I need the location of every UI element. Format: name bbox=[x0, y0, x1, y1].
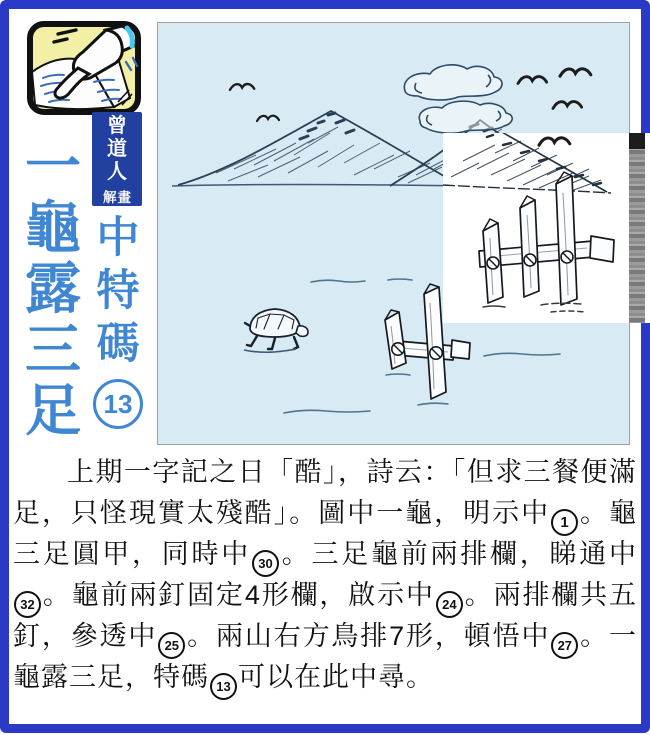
article-line: 足，只怪現實太殘酷」。圖中一龜，明示中 1 。龜 bbox=[13, 493, 637, 534]
patch-ground-marks bbox=[483, 303, 585, 312]
main-title bbox=[16, 136, 90, 441]
char: 三 bbox=[25, 318, 81, 381]
char: 中 bbox=[96, 214, 140, 262]
article-line: 32 。龜前兩釘固定4形欄，啟示中 24 。兩排欄共五 bbox=[13, 575, 637, 616]
circled-number: 13 bbox=[210, 673, 237, 700]
char: 人 bbox=[107, 161, 127, 183]
char: 解 bbox=[103, 190, 117, 205]
circled-number: 27 bbox=[551, 632, 578, 659]
badge-small-text bbox=[103, 186, 131, 206]
patch-edge-artifact bbox=[629, 133, 645, 323]
badge-large-text bbox=[107, 115, 127, 184]
char: 龜 bbox=[25, 196, 81, 259]
circled-number: 25 bbox=[158, 632, 185, 659]
char: 曾 bbox=[107, 115, 127, 137]
char: 道 bbox=[107, 138, 127, 160]
logo bbox=[26, 20, 144, 120]
article-line: 上期一字記之日「酷」，詩云：「但求三餐便滿 bbox=[67, 457, 637, 487]
char: 畫 bbox=[117, 190, 131, 205]
turtle bbox=[245, 309, 308, 349]
char: 一 bbox=[25, 135, 81, 198]
patch-bird bbox=[539, 138, 570, 145]
patch-drawing bbox=[443, 133, 650, 323]
circled-number: 1 bbox=[551, 509, 578, 536]
char: 碼 bbox=[96, 320, 140, 368]
patch-mountain-slope bbox=[443, 133, 611, 193]
char: 足 bbox=[25, 379, 81, 442]
circled-number: 24 bbox=[436, 591, 463, 618]
circled-number: 32 bbox=[14, 591, 41, 618]
circled-number: 30 bbox=[252, 550, 279, 577]
subtitle bbox=[92, 212, 144, 429]
special-number-badge: 13 bbox=[93, 379, 143, 429]
article-line: 三足圓甲，同時中 30 。三足龜前兩排欄，睇通中 bbox=[13, 534, 637, 575]
article bbox=[13, 452, 637, 698]
hand-writing-icon bbox=[26, 20, 144, 120]
subtitle-text bbox=[92, 212, 144, 371]
publisher-badge bbox=[92, 112, 142, 206]
article-line: 龜露三足，特碼 13 可以在此中尋。 bbox=[13, 657, 637, 698]
white-paste-patch bbox=[443, 133, 650, 323]
article-line: 釘，參透中 25 。兩山右方鳥排7形，頓悟中 27 。一 bbox=[13, 616, 637, 657]
clouds bbox=[404, 65, 512, 133]
char: 露 bbox=[25, 257, 81, 320]
char: 特 bbox=[96, 267, 140, 315]
